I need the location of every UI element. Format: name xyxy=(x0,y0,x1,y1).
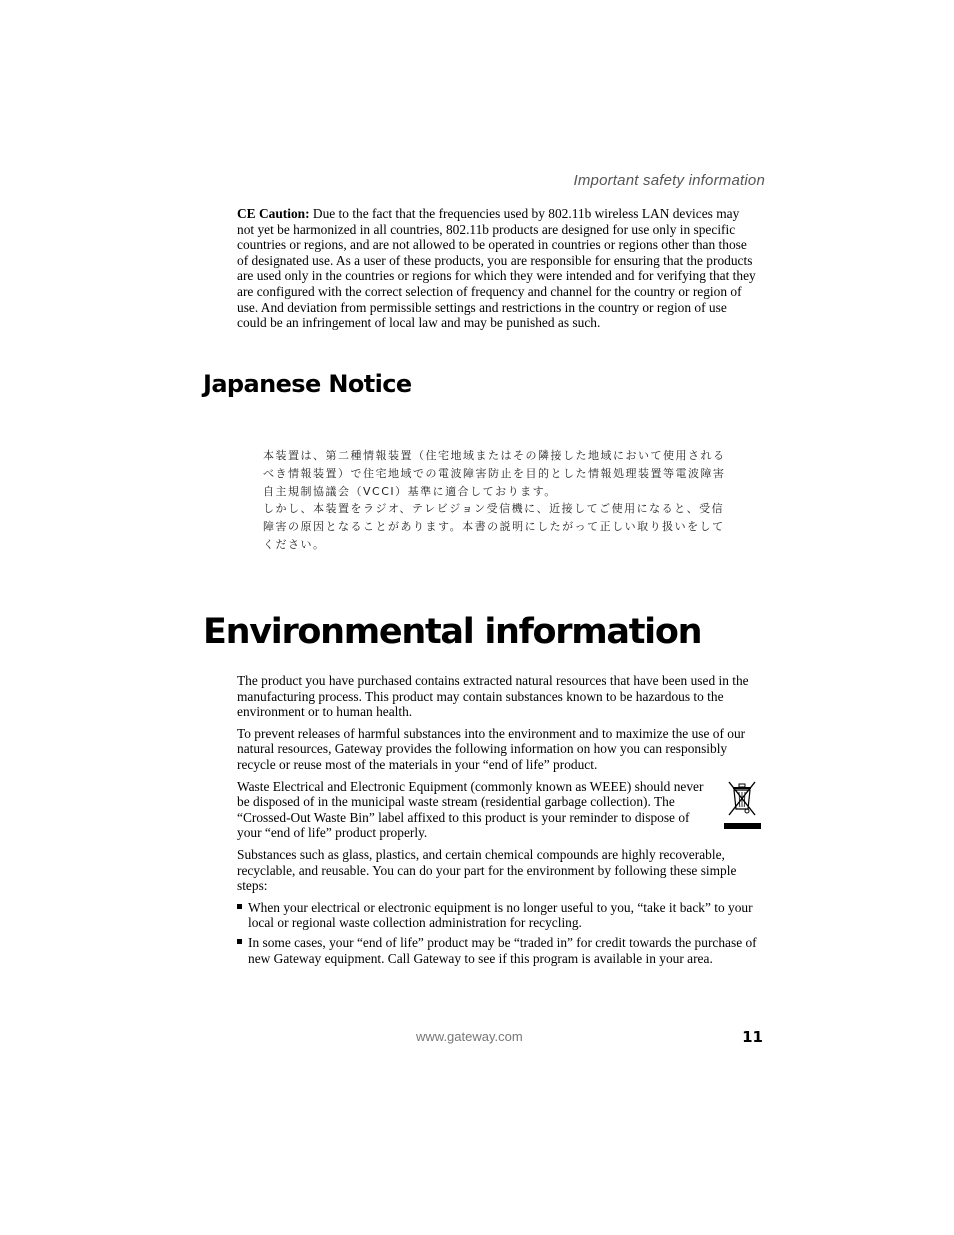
ce-caution-text: Due to the fact that the frequencies used by 802.11b wireless LAN devices may not yet be harmonized in all countries, 802.11b products are designed for use only in specific countries or regions, and are not allowed to be operated in countries or regions other than those of designated use. As a user of these products, you are responsible for ensuring that the products are used only in the countries or regions for which they were intended and for verifying that they are configured with the correct selection of frequency and channel for the country or region of use. And deviation from permissible settings and restrictions in the country or region of use could be an infringement of local law and may be punished as such. xyxy=(237,206,756,331)
footer-url: www.gateway.com xyxy=(416,1029,523,1044)
square-bullet-icon xyxy=(237,904,242,909)
page-number: 11 xyxy=(742,1028,763,1046)
square-bullet-icon xyxy=(237,939,242,944)
japanese-notice-heading: Japanese Notice xyxy=(203,370,412,398)
recycling-steps-list xyxy=(237,900,761,966)
list-item-text: When your electrical or electronic equipment is no longer useful to you, “take it back” to your local or regional waste collection administration for recycling. xyxy=(248,899,753,931)
env-paragraph-2: To prevent releases of harmful substances into the environment and to maximize the use of our natural resources, Gateway provides the following information on how you can responsibly recycle or reuse most of the materials in your “end of life” product. xyxy=(237,725,746,772)
env-substances-paragraph: Substances such as glass, plastics, and certain chemical compounds are highly recoverable, recyclable, and reusable. You can do your part for the environment by following these simple steps: xyxy=(237,846,737,894)
env-paragraph-1: The product you have purchased contains extracted natural resources that have been used in the manufacturing process. This product may contain substances known to be hazardous to the environment or to human health. xyxy=(237,673,749,720)
environmental-body xyxy=(237,673,761,970)
weee-paragraph: Waste Electrical and Electronic Equipment (commonly known as WEEE) should never be disposed of in the municipal waste stream (residential garbage collection). The “Crossed-Out Waste Bin” label affixed to this product is your reminder to dispose of your “end of life” product properly. xyxy=(237,778,704,841)
list-item xyxy=(237,935,761,966)
list-item-text: In some cases, your “end of life” product may be “traded in” for credit towards the purchase of new Gateway equipment. Call Gateway to see if this program is available in your area. xyxy=(248,934,757,966)
weee-block xyxy=(237,779,761,841)
list-item xyxy=(237,900,761,931)
ce-caution-label: CE Caution: xyxy=(237,206,310,221)
running-header: Important safety information xyxy=(573,172,765,189)
environmental-information-heading: Environmental information xyxy=(203,612,702,652)
crossed-out-waste-bin-icon xyxy=(723,779,761,831)
japanese-notice-text: 本装置は、第二種情報装置（住宅地域またはその隣接した地域において使用される べき情報装置）で住宅地域での電波障害防止を目的とした情報処理装置等電波障害 自主規制協議会（VCCI）基準に適合しております。 しかし、本装置をラジオ、テレビジョン受信機に、近接してご使用になると、受信 障害の原因となることがあります。本書の説明にしたがって正しい取り扱いをして ください。 xyxy=(263,449,726,551)
ce-caution-paragraph xyxy=(237,206,757,331)
